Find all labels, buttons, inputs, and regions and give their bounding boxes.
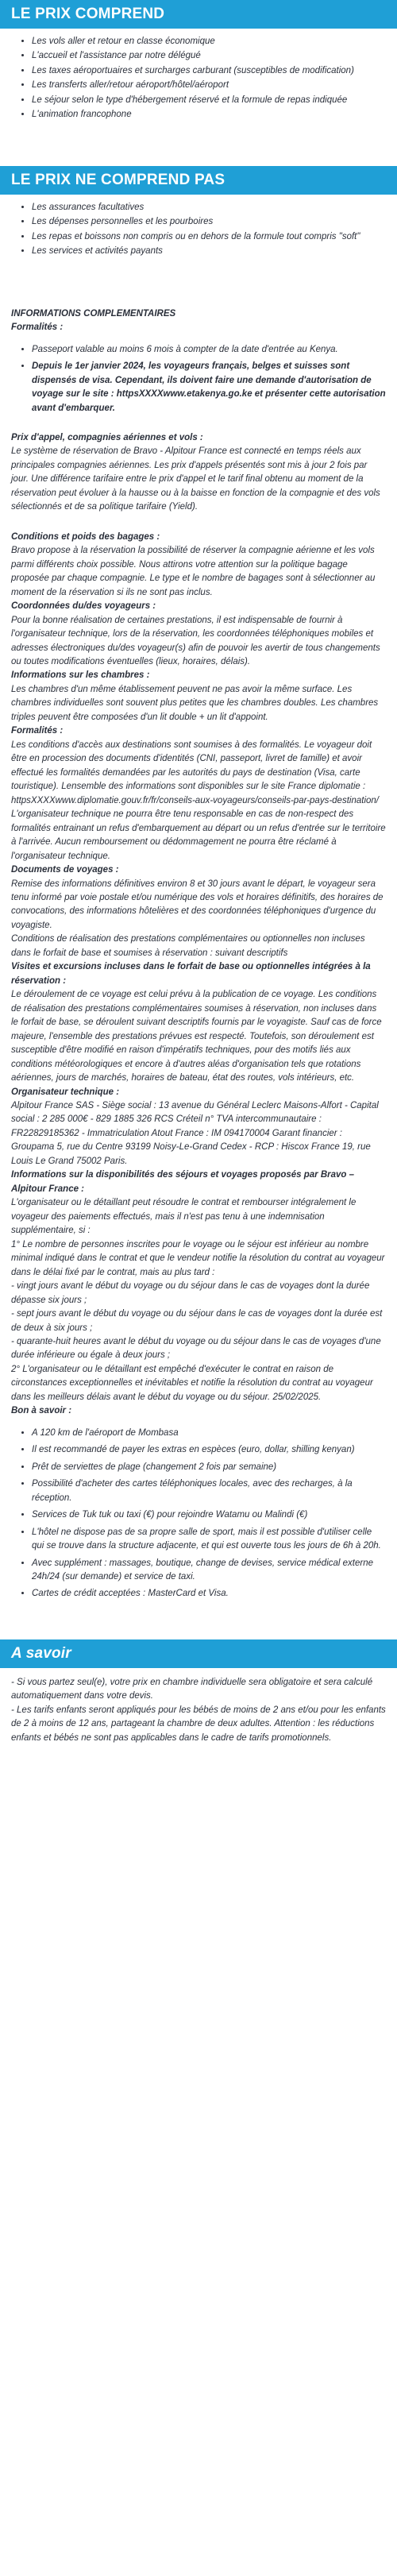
list-item: • Cartes de crédit acceptées : MasterCard et Visa. [32,1587,386,1601]
visites-text: Le déroulement de ce voyage est celui prévu à la publication de ce voyage. Les conditions de réalisation des prestations complémentaires soumises à réservation, non incluses dans le forfait de base, se déroulent suivant descriptifs fournis par le voyagiste. Sauf cas de force majeure, l'ensemble des prestations prévues est respecté. Toutefois, son déroulement est susceptible d'être modifié en raison d'impératifs techniques, pour des motifs liés aux conditions météorologiques et encore à d'autres aléas d'organisation tels que rotations aériennes, jours de marchés, horaires de bateau, état des routes, vols intérieurs, etc. [11,990,382,1083]
a-savoir-text: - Si vous partez seul(e), votre prix en chambre individuelle sera obligatoire et sera calculé automatiquement dans votre devis. - Les tarifs enfants seront appliqués pour les bébés de moins de 2 ans et/ou pour les enfants de 2 à moins de 12 ans, partageant la chambre de deux adultes. Attention : les réductions enfants et bébés ne sont pas applicables dans le cadre de tarifs promotionnels. [11,1677,386,1743]
list-item: • L'accueil et l'assistance par notre délégué [32,49,378,63]
list-item: • Passeport valable au moins 6 mois à compter de la date d'entrée au Kenya. [32,343,386,357]
bon-a-savoir-label: Bon à savoir : [11,1406,72,1416]
documents-text: Remise des informations définitives environ 8 et 30 jours avant le départ, le voyageur sera tenu informé par voie postale et/ou numérique des vols et horaires définitifs, des horaires de convocations, des informations hôtelières et des coordonnées téléphoniques d'urgence du voyagiste. Conditions de réalisation des prestations complémentaires ou optionnelles non incluses dans le forfait de base et soumises à réservation : suivant descriptifs [11,879,384,958]
bon-a-savoir-list [11,1427,386,1601]
bagages-label: Conditions et poids des bagages : [11,531,160,542]
disponibilite-text: L'organisateur ou le détaillant peut résoudre le contrat et rembourser intégralement le voyageur des paiements effectués, mais il n'est pas tenu à une indemnisation supplémentaire, si : 1° Le nombre de personnes inscrites pour le voyage ou le séjour est inférieur au nombre minimal indiqué dans le contrat et que le vendeur notifie la résolution du contrat au voyageur dans le délai fixé par le contrat, mais au plus tard : - vingt jours avant le début du voyage ou du séjour dans le cas de voyages dont la durée dépasse six jours ; - sept jours avant le début du voyage ou du séjour dans le cas de voyages dont la durée est de deux à six jours ; - quarante-huit heures avant le début du voyage ou du séjour dans le cas de voyages d'une durée inférieure ou égale à deux jours ; 2° L'organisateur ou le détaillant est empêché d'exécuter le contrat en raison de circonstances exceptionnelles et inévitables et notifie la résolution du contrat au voyageur dans les meilleurs délais avant le début du voyage ou du séjour. 25/02/2025. [11,1198,385,1402]
visites-label: Visites et excursions incluses dans le forfait de base ou optionnelles intégrées à la réservation : [11,962,371,986]
coordonnees-text: Pour la bonne réalisation de certaines prestations, il est indispensable de fournir à l'organisateur technique, lors de la réservation, les coordonnées téléphoniques mobiles et adresses électroniques du/des voyageur(s) afin de pouvoir les avertir de tous changements ou toutes modifications éventuelles (lieux, horaires, délais). [11,615,380,666]
prix-appel-label: Prix d'appel, compagnies aériennes et vols : [11,432,203,442]
documents-label: Documents de voyages : [11,865,119,875]
list-item: • Les vols aller et retour en classe économique [32,35,378,48]
formalites-list [11,343,386,415]
list-item: • Les assurances facultatives [32,201,378,214]
prix-comprend-title: LE PRIX COMPREND [0,0,397,29]
list-item: • Le séjour selon le type d'hébergement réservé et la formule de repas indiquée [32,94,378,107]
organisateur-text: Alpitour France SAS - Siège social : 13 avenue du Général Leclerc Maisons-Alfort - Capital social : 2 285 000€ - 829 1885 326 RCS Créteil n° TVA intercommunautaire : FR22829185362 - Immatriculation Atout France : IM 094170004 Garant financier : Groupama 5, rue du Centre 93199 Noisy-Le-Grand Cedex - RCP : Hiscox France 19, rue Louis Le Grand 75002 Paris. [11,1101,379,1166]
list-item: • Les transferts aller/retour aéroport/hôtel/aéroport [32,79,378,92]
prix-appel-text: Le système de réservation de Bravo - Alpitour France est connecté en temps réels aux principales compagnies aériennes. Les prix d'appels présentés sont mis à jour 2 fois par jour. Une différence tarifaire entre le prix d'appel et le tarif final obtenu au moment de la réservation peut évoluer à la hausse ou à la baisse en fonction de la compagnie et des vols sélectionnés et de sa politique tarifaire (Yield). [11,446,380,512]
informations-complementaires [0,271,397,1601]
prix-ne-comprend-list [0,195,397,271]
disponibilite-label: Informations sur la disponibilités des séjours et voyages proposés par Bravo – Alpitour France : [11,1170,355,1194]
a-savoir-title: A savoir [0,1639,397,1668]
list-item: • Services de Tuk tuk ou taxi (€) pour rejoindre Watamu ou Malindi (€) [32,1508,386,1522]
prix-ne-comprend-title: LE PRIX NE COMPREND PAS [0,166,397,195]
list-item: • Depuis le 1er janvier 2024, les voyageurs français, belges et suisses sont dispensés de visa. Cependant, ils doivent faire une demande d'autorisation de voyage sur le site : httpsXXXXwww.etakenya.go.ke et présenter cette autorisation avant d'embarquer. [32,360,386,415]
infos-heading: INFORMATIONS COMPLEMENTAIRES [11,308,176,319]
coordonnees-label: Coordonnées du/des voyageurs : [11,601,156,612]
list-item: • Les taxes aéroportuaires et surcharges carburant (susceptibles de modification) [32,64,378,78]
list-item: • Les dépenses personnelles et les pourboires [32,215,378,229]
section-prix-ne-comprend [0,166,397,271]
list-item: • Avec supplément : massages, boutique, change de devises, service médical externe 24h/24 (sur demande) et service de taxi. [32,1557,386,1585]
section-a-savoir [0,1639,397,1756]
list-item: • Prêt de serviettes de plage (changement 2 fois par semaine) [32,1461,386,1474]
chambres-label: Informations sur les chambres : [11,670,150,681]
list-item: • Les services et activités payants [32,245,378,258]
formalites-label: Formalités : [11,322,64,333]
section-prix-comprend [0,0,397,134]
list-item: • Possibilité d'acheter des cartes téléphoniques locales, avec des recharges, à la réception. [32,1477,386,1505]
organisateur-label: Organisateur technique : [11,1087,120,1097]
list-item: • A 120 km de l'aéroport de Mombasa [32,1427,386,1440]
formalites2-text: Les conditions d'accès aux destinations sont soumises à des formalités. Le voyageur doit être en procession des documents d'identités (CNI, passeport, livret de famille) et avoir effectué les formalités demandées par les autorités du pays de destination (Visa, carte touristique). Lensemble des informations sont disponibles sur le site France diplomatie : httpsXXXXwww.diplomatie.gouv.fr/fr/conseils-aux-voyageurs/conseils-par-pays-destination/ L'organisateur technique ne pourra être tenu responsable en cas de non-respect des formalités entrainant un refus d'embarquement au départ ou un refus d'entrée sur le territoire à l'arrivée. Aucun remboursement ou dédommagement ne pourra être réclamé à l'organisateur technique. [11,740,386,861]
formalites2-label: Formalités : [11,726,64,736]
chambres-text: Les chambres d'un même établissement peuvent ne pas avoir la même surface. Les chambres individuelles sont souvent plus petites que les chambres doubles. Les chambres triples peuvent être composées d'un lit double + un lit d'appoint. [11,684,379,722]
bagages-text: Bravo propose à la réservation la possibilité de réserver la compagnie aérienne et les vols parmi différents choix possible. Nous attirons votre attention sur la politique bagage proposée par chaque compagnie. Le type et le nombre de bagages sont à sélectionner au moment de la réservation si ils ne sont pas inclus. [11,546,376,597]
list-item: • Il est recommandé de payer les extras en espèces (euro, dollar, shilling kenyan) [32,1443,386,1457]
list-item: • L'animation francophone [32,108,378,122]
prix-comprend-list [0,29,397,134]
list-item: • Les repas et boissons non compris ou en dehors de la formule tout compris "soft" [32,230,378,244]
list-item: • L'hôtel ne dispose pas de sa propre salle de sport, mais il est possible d'utiliser celle qui se trouve dans la structure adjacente, et qui est ouverte tous les jours de 6h à 20h. [32,1526,386,1554]
